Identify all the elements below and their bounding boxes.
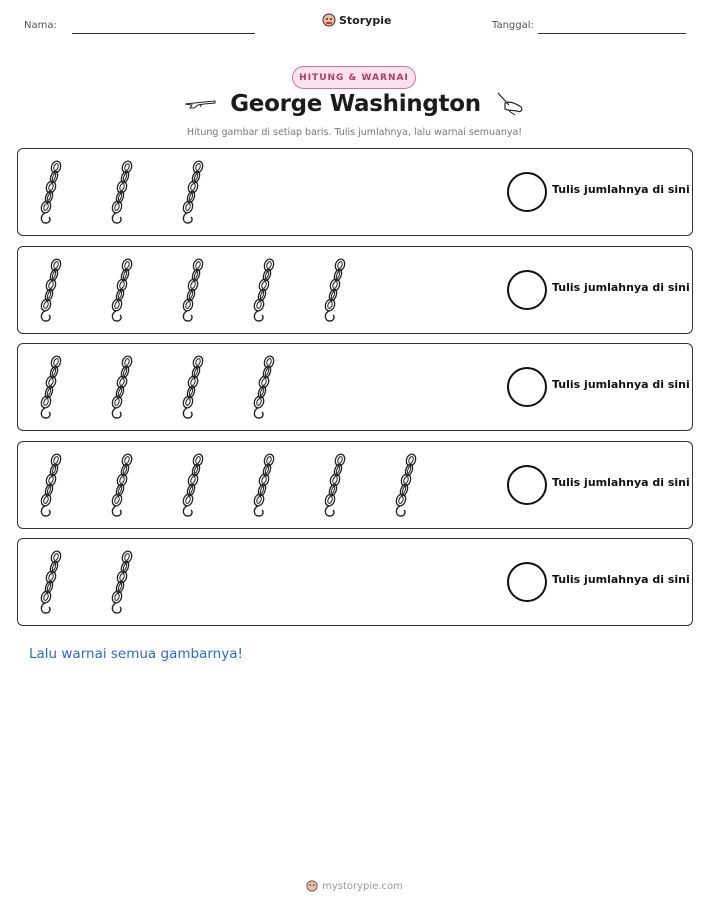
chain-icon[interactable] (32, 450, 103, 520)
answer-label: Tulis jumlahnya di sini (552, 183, 690, 196)
chain-icon[interactable] (103, 450, 174, 520)
storypie-logo (322, 13, 391, 27)
storypie-mascot-icon (306, 880, 318, 892)
answer-label: Tulis jumlahnya di sini (552, 475, 690, 489)
chain-icon[interactable] (32, 352, 103, 422)
chain-icon[interactable] (103, 157, 174, 227)
storypie-mascot-icon (322, 13, 336, 27)
page-title: George Washington (230, 91, 481, 117)
site-url: mystorypie.com (322, 880, 403, 892)
answer-circle[interactable] (507, 270, 547, 310)
chain-icon[interactable] (245, 450, 316, 520)
answer-circle[interactable] (507, 465, 547, 505)
answer-circle[interactable] (507, 562, 547, 602)
chain-icon[interactable] (174, 157, 245, 227)
name-write-line[interactable] (72, 33, 255, 34)
footer-note: Lalu warnai semua gambarnya! (29, 646, 243, 662)
chain-icon[interactable] (103, 255, 174, 325)
activity-badge: HITUNG & WARNAI (292, 66, 416, 89)
date-field (492, 20, 534, 31)
chain-icon[interactable] (32, 157, 103, 227)
musket-icon (184, 98, 216, 110)
counting-row (17, 148, 693, 236)
instructions: Hitung gambar di setiap baris. Tulis jumlahnya, lalu warnai semuanya! (186, 127, 523, 138)
chain-icon[interactable] (316, 255, 387, 325)
answer-label: Tulis jumlahnya di sini (552, 573, 690, 586)
answer-circle[interactable] (507, 367, 547, 407)
chain-icon[interactable] (387, 450, 458, 520)
counting-row (17, 246, 693, 334)
name-field (24, 20, 57, 31)
chain-icon[interactable] (245, 352, 316, 422)
chain-icon[interactable] (32, 255, 103, 325)
chain-icon[interactable] (245, 255, 316, 325)
row-items (32, 547, 174, 617)
chain-icon[interactable] (174, 450, 245, 520)
answer-label: Tulis jumlahnya di sini (552, 280, 690, 294)
row-items (32, 157, 245, 227)
chain-icon[interactable] (316, 450, 387, 520)
brand-name: Storypie (339, 13, 392, 27)
title-row (0, 91, 709, 117)
date-write-line[interactable] (538, 33, 686, 34)
answer-label: Tulis jumlahnya di sini (552, 378, 690, 391)
quill-hand-icon (495, 91, 525, 117)
chain-icon[interactable] (174, 352, 245, 422)
name-label: Nama: (24, 20, 57, 31)
counting-row (17, 538, 693, 626)
answer-circle[interactable] (507, 172, 547, 212)
site-footer (0, 880, 709, 892)
date-label: Tanggal: (492, 20, 534, 31)
chain-icon[interactable] (103, 547, 174, 617)
row-items (32, 352, 316, 422)
chain-icon[interactable] (103, 352, 174, 422)
row-items (32, 255, 387, 325)
counting-row (17, 441, 693, 529)
row-items (32, 450, 458, 520)
chain-icon[interactable] (174, 255, 245, 325)
counting-row (17, 343, 693, 431)
chain-icon[interactable] (32, 547, 103, 617)
